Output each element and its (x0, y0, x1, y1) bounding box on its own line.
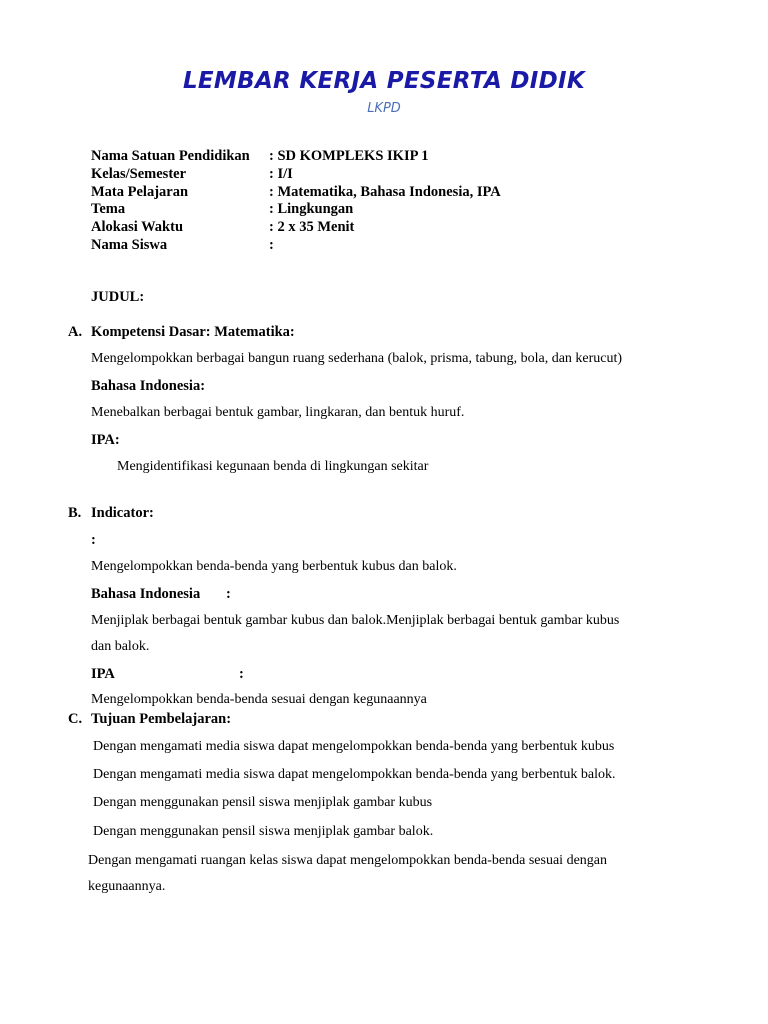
indicator-matematika-text: Mengelompokkan benda-benda yang berbentuk kubus dan balok. (91, 559, 457, 574)
identity-label: Mata Pelajaran (91, 184, 189, 200)
indicator-bahasa-text: Menjiplak berbagai bentuk gambar kubus dan balok.Menjiplak berbagai bentuk gambar kubus (91, 613, 620, 628)
objective-item-last: Dengan mengamati ruangan kelas siswa dapat mengelompokkan benda-benda sesuai dengan (88, 853, 607, 868)
indicator-ipa-text: Mengelompokkan benda-benda sesuai dengan kegunaannya (91, 692, 427, 707)
objective-item: Dengan menggunakan pensil siswa menjiplak gambar balok. (93, 824, 434, 839)
section-letter: B. (68, 505, 82, 521)
kd-ipa-text: Mengidentifikasi kegunaan benda di lingkungan sekitar (117, 459, 429, 474)
kd-bahasa-text: Menebalkan berbagai bentuk gambar, lingkaran, dan bentuk huruf. (91, 405, 465, 420)
identity-label: Nama Satuan Pendidikan (91, 148, 250, 164)
identity-value: : 2 x 35 Menit (269, 219, 355, 235)
identity-value: : SD KOMPLEKS IKIP 1 (269, 148, 429, 164)
identity-value: : I/I (269, 166, 293, 182)
objective-item: Dengan mengamati media siswa dapat mengelompokkan benda-benda yang berbentuk balok. (93, 767, 616, 782)
subheading-colon: : (239, 666, 244, 682)
identity-label: Tema (91, 201, 126, 217)
section-heading: Indicator: (91, 505, 154, 521)
identity-value: : Matematika, Bahasa Indonesia, IPA (269, 184, 501, 200)
identity-value: : (269, 237, 274, 253)
identity-label: Nama Siswa (91, 237, 168, 253)
subheading-colon: : (226, 586, 231, 602)
objective-item: Dengan menggunakan pensil siswa menjiplak gambar kubus (93, 795, 433, 810)
kd-matematika-text: Mengelompokkan berbagai bangun ruang sederhana (balok, prisma, tabung, bola, dan kerucut) (91, 351, 623, 366)
indicator-colon: : (91, 532, 96, 548)
section-heading: Tujuan Pembelajaran: (91, 711, 232, 727)
identity-label: Alokasi Waktu (91, 219, 184, 235)
section-heading: Kompetensi Dasar: Matematika: (91, 324, 295, 340)
objective-item: Dengan mengamati media siswa dapat mengelompokkan benda-benda yang berbentuk kubus (93, 739, 615, 754)
judul-heading: JUDUL: (91, 289, 145, 305)
subheading-bahasa: Bahasa Indonesia (91, 586, 201, 602)
section-letter: C. (68, 711, 83, 727)
objective-item-last-continued: kegunaannya. (88, 879, 166, 894)
section-letter: A. (68, 324, 83, 340)
indicator-bahasa-text-continued: dan balok. (91, 639, 150, 654)
subheading-bahasa: Bahasa Indonesia: (91, 378, 206, 394)
subheading-ipa: IPA: (91, 432, 120, 448)
document-subtitle: LKPD (367, 101, 401, 116)
document-title: LEMBAR KERJA PESERTA DIDIK (182, 68, 586, 94)
identity-label: Kelas/Semester (91, 166, 187, 182)
identity-value: : Lingkungan (269, 201, 354, 217)
subheading-ipa: IPA (91, 666, 115, 682)
